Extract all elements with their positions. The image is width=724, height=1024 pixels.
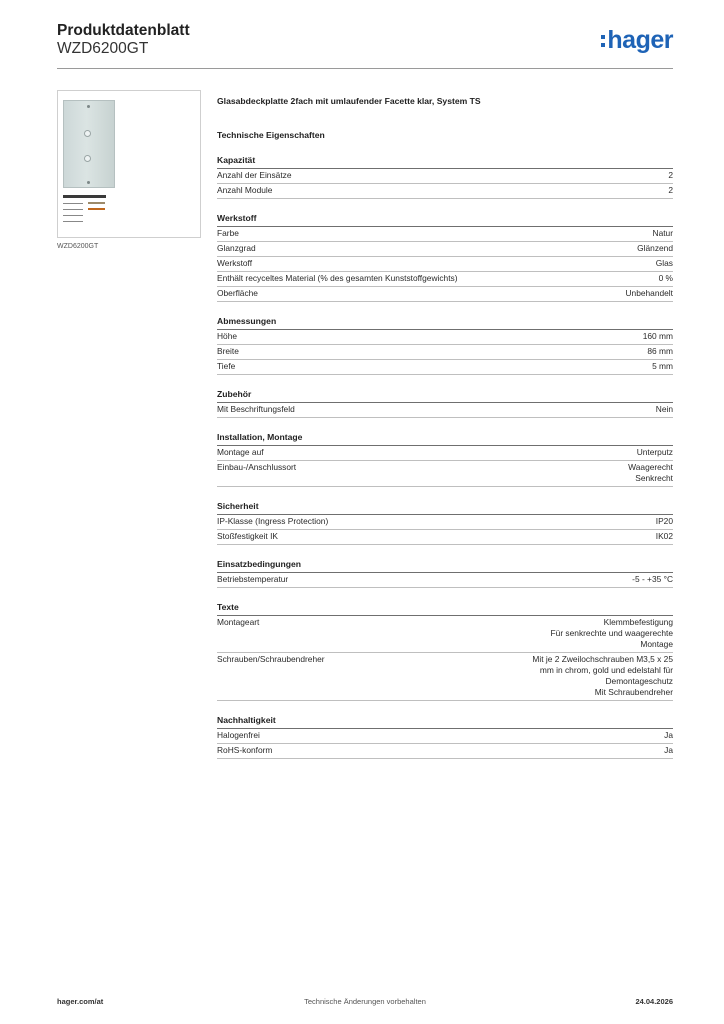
spec-value-line: mm in chrom, gold und edelstahl für: [539, 665, 673, 675]
spec-row: [217, 360, 673, 375]
spec-section: [217, 389, 673, 418]
spec-value-line: Mit Schraubendreher: [594, 687, 673, 697]
spec-section: [217, 155, 673, 199]
product-title: Glasabdeckplatte 2fach mit umlaufender Facette klar, System TS: [217, 96, 481, 106]
spec-value-line: IP20: [655, 516, 673, 526]
spec-value-line: Natur: [652, 228, 673, 238]
spec-value-line: IK02: [655, 531, 673, 541]
spec-value: [656, 531, 673, 542]
spec-value-line: Unbehandelt: [625, 288, 673, 298]
spec-value: [668, 185, 673, 196]
spec-value-line: Glas: [655, 258, 673, 268]
hager-logo: [601, 28, 673, 54]
spec-value: [656, 258, 673, 269]
spec-label: Enthält recyceltes Material (% des gesamten Kunststoffgewichts): [217, 273, 458, 283]
spec-row: [217, 330, 673, 345]
spec-value: [656, 516, 673, 527]
section-title: Werkstoff: [217, 213, 673, 227]
spec-value: [652, 361, 673, 372]
tech-properties-heading: Technische Eigenschaften: [217, 130, 325, 140]
spec-value-line: 2: [668, 170, 673, 180]
footer-website-link[interactable]: hager.com/at: [57, 997, 104, 1006]
spec-label: Höhe: [217, 331, 238, 341]
spec-value-line: Ja: [664, 730, 673, 740]
spec-value: [643, 331, 673, 342]
spec-row: [217, 653, 673, 701]
spec-label: Anzahl der Einsätze: [217, 170, 292, 180]
spec-value: [664, 745, 673, 756]
spec-row: [217, 169, 673, 184]
spec-row: [217, 461, 673, 487]
spec-value-line: Nein: [655, 404, 673, 414]
spec-label: Mit Beschriftungsfeld: [217, 404, 295, 414]
product-code: WZD6200GT: [57, 40, 149, 57]
spec-row: [217, 403, 673, 418]
section-title: Sicherheit: [217, 501, 673, 515]
spec-value-line: Ja: [664, 745, 673, 755]
spec-value-line: Senkrecht: [635, 473, 673, 483]
spec-value: [632, 574, 673, 585]
spec-value-line: Waagerecht: [628, 462, 673, 472]
spec-value-line: Klemmbefestigung: [603, 617, 673, 627]
document-title: Produktdatenblatt: [57, 22, 190, 39]
spec-row: [217, 573, 673, 588]
spec-value: [532, 654, 673, 698]
logo-colon-icon: [601, 30, 605, 52]
spec-value: [628, 462, 673, 484]
section-title: Abmessungen: [217, 316, 673, 330]
spec-label: Farbe: [217, 228, 239, 238]
spec-section: [217, 501, 673, 545]
spec-label: Werkstoff: [217, 258, 253, 268]
spec-label: IP-Klasse (Ingress Protection): [217, 516, 329, 526]
header-divider: [57, 68, 673, 69]
screw-legend-icon: [63, 195, 113, 224]
glass-cover-plate-image: [63, 100, 115, 188]
spec-label: Anzahl Module: [217, 185, 273, 195]
spec-label: Montage auf: [217, 447, 264, 457]
spec-value: [626, 288, 674, 299]
spec-label: Betriebstemperatur: [217, 574, 289, 584]
spec-value: [653, 228, 673, 239]
section-title: Installation, Montage: [217, 432, 673, 446]
spec-value-line: Mit je 2 Zweilochschrauben M3,5 x 25: [532, 654, 673, 664]
image-caption: WZD6200GT: [57, 243, 99, 250]
socket-hole-icon: [84, 155, 91, 162]
spec-value-line: 160 mm: [642, 331, 673, 341]
logo-text: hager: [607, 26, 673, 54]
spec-label: Stoßfestigkeit IK: [217, 531, 278, 541]
spec-label: Einbau-/Anschlussort: [217, 462, 297, 472]
spec-value: [659, 273, 673, 284]
spec-value-line: Demontageschutz: [605, 676, 673, 686]
spec-value-line: Unterputz: [636, 447, 673, 457]
page-footer: [57, 997, 673, 1009]
spec-value-line: 5 mm: [652, 361, 673, 371]
spec-section: [217, 432, 673, 487]
spec-label: Breite: [217, 346, 239, 356]
spec-label: Tiefe: [217, 361, 236, 371]
spec-row: [217, 515, 673, 530]
spec-row: [217, 272, 673, 287]
spec-row: [217, 616, 673, 653]
spec-row: [217, 446, 673, 461]
spec-row: [217, 345, 673, 360]
spec-section: [217, 559, 673, 588]
spec-value: [551, 617, 673, 650]
spec-sections: [217, 155, 673, 759]
spec-label: RoHS-konform: [217, 745, 273, 755]
spec-row: [217, 242, 673, 257]
spec-row: [217, 729, 673, 744]
section-title: Zubehör: [217, 389, 673, 403]
spec-value-line: Glänzend: [637, 243, 673, 253]
spec-value: [647, 346, 673, 357]
spec-row: [217, 184, 673, 199]
spec-value-line: -5 - +35 °C: [632, 574, 673, 584]
section-title: Einsatzbedingungen: [217, 559, 673, 573]
spec-row: [217, 287, 673, 302]
spec-section: [217, 316, 673, 375]
spec-value: [668, 170, 673, 181]
spec-value: [664, 730, 673, 741]
section-title: Nachhaltigkeit: [217, 715, 673, 729]
spec-value: [637, 243, 673, 254]
section-title: Kapazität: [217, 155, 673, 169]
screw-icon: [87, 181, 90, 184]
socket-hole-icon: [84, 130, 91, 137]
spec-row: [217, 744, 673, 759]
footer-note: Technische Änderungen vorbehalten: [304, 997, 426, 1006]
spec-label: Glanzgrad: [217, 243, 256, 253]
spec-label: Schrauben/Schraubendreher: [217, 654, 325, 664]
spec-value-line: Für senkrechte und waagerechte: [550, 628, 673, 638]
spec-value-line: Montage: [640, 639, 673, 649]
spec-section: [217, 213, 673, 302]
spec-label: Montageart: [217, 617, 260, 627]
screw-icon: [87, 105, 90, 108]
spec-section: [217, 715, 673, 759]
spec-value-line: 0 %: [658, 273, 673, 283]
spec-value: [656, 404, 673, 415]
spec-content: [217, 96, 673, 759]
spec-row: [217, 530, 673, 545]
spec-row: [217, 227, 673, 242]
spec-value: [637, 447, 673, 458]
spec-label: Halogenfrei: [217, 730, 260, 740]
spec-section: [217, 602, 673, 701]
page-header: [57, 22, 673, 70]
footer-date: 24.04.2026: [635, 997, 673, 1006]
product-image-frame: [57, 90, 201, 238]
spec-value-line: 2: [668, 185, 673, 195]
spec-value-line: 86 mm: [647, 346, 673, 356]
section-title: Texte: [217, 602, 673, 616]
spec-row: [217, 257, 673, 272]
spec-label: Oberfläche: [217, 288, 258, 298]
